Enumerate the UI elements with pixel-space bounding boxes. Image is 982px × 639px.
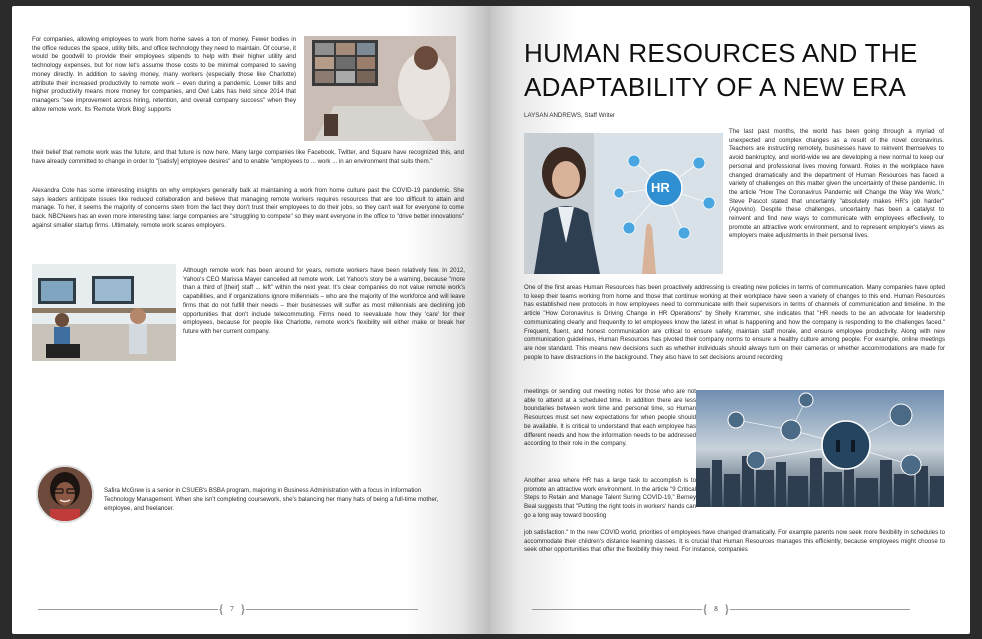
byline: LAYSAN ANDREWS, Staff Writer xyxy=(524,112,616,119)
article-paragraph: Another area where HR has a large task to accomplish is to promote an attractive work environment. In the article "9 Critical Steps to Retain and Manage Talent Suring COVID-19," Berney Beal suggests that "Putting the right tools in workers' hands can go a long way toward boosting xyxy=(524,477,696,519)
hr-label: HR xyxy=(651,180,670,195)
footer-rule xyxy=(532,609,702,610)
footer-bracket-open: { xyxy=(702,601,709,616)
author-bio: Safira McGrew is a senior in CSUEB's BSBA program, majoring in Business Administration with a focus in Information Technology Management. When she isn't completing coursework, she's balancing her many hats of being a full-time mother, employee, and freelancer. xyxy=(104,487,439,512)
page-footer xyxy=(532,602,932,616)
article-title: HUMAN RESOURCES AND THE ADAPTABILITY OF A NEW ERA xyxy=(524,38,918,102)
author-avatar xyxy=(36,465,94,523)
right-page xyxy=(490,6,970,634)
hr-network-photo xyxy=(524,133,723,274)
article-paragraph: Although remote work has been around for years, remote workers have been relatively few. In 2012, Yahoo's CEO Marissa Mayer cancelled all remote work. Let Yahoo's story be a warning, because "more than a third of [their] staff ... left" within the next year. It's clear companies do not value remote work's capabilities, and if organizations ignore millennials – who are the majority of the workforce and will leave firms that do not fulfill their needs – their businesses will suffer as most millennials are declining job opportunities that don't include telecommuting. Firms need to reevaluate how they 'care' for their employees, because for people like Charlotte, remote work's flexibility will either make or break her future with her current company. xyxy=(183,267,465,335)
footer-rule xyxy=(246,609,418,610)
article-paragraph: job satisfaction." In the new COVID world, priorities of employees have changed dramatically. For example parents now seek more flexibility in schedules to accommodate their children's distance learning classes. It is crucial that Human Resources manages this efficiently, because employees might choose to seek other opportunities that offer the flexibility they need. For instance, companies xyxy=(524,529,945,554)
page-number: 7 xyxy=(230,605,234,613)
magazine-spread xyxy=(12,6,970,634)
footer-rule xyxy=(730,609,910,610)
article-paragraph: their belief that remote work was the future, and that future is now here. Many large companies like Facebook, Twitter, and Square have recognized this, and have already committed to change in order to "[satisfy] employee desires" and to enable "employees to ... work ... in an environment that suits them." xyxy=(32,149,464,165)
left-page xyxy=(12,6,490,634)
video-call-photo xyxy=(304,36,456,141)
home-office-photo xyxy=(32,264,176,361)
page-number: 8 xyxy=(714,605,718,613)
page-footer xyxy=(38,602,428,616)
footer-bracket-close: } xyxy=(723,601,730,616)
article-paragraph: Alexandra Cote has some interesting insights on why employers generally balk at maintaining a work from home culture past the COVID-19 pandemic. She says leaders anticipate issues like reduced collaboration and believe that managing remote workers requires resources that are too difficult to attain and manage. To her, it seems the majority of concerns stem from the fact they don't trust their employees to do their jobs, so they can't wait for everyone to come back. NBCNews has an even more interesting take: large companies are "struggling to compete" so they want everyone in the office to "drive better innovations" against smaller startup firms. Ultimately, remote work scares employers. xyxy=(32,187,464,229)
connected-city-photo xyxy=(696,390,944,507)
article-paragraph: The last past months, the world has been going through a myriad of unexpected and complex changes as a result of the novel coronavirus. Teachers are instructing remotely, businesses have to reinvent themselves to avoid bankruptcy, and world-wide we are developing a new normal to keep our personal and professional lives moving forward. Roles in the workplace have changed dramatically and the department of Human Resources has faced a variety of challenges on this matter given the uncertainty of these pandemic. In the article "How The Coronavirus Pandemic will Change the Way We Work," Steve Pascot stated that uncertainty "absolutely makes HR's job harder" (Agovino). Despite these challenges, uncertainty has been a catalyst to reinvent and find new ways to communicate with employees effectively, to promote an attractive work environment, and to represent employer's views as employers make adjustments in their personal lives. xyxy=(729,128,944,240)
article-paragraph: One of the first areas Human Resources has been proactively addressing is creating new policies in terms of communication. Many companies have opted to keep their teams working from home and those that continue working at their workplace have seen a variety of changes to this end. Human Resources has established new protocols in how employees need to communicate with their supervisors in terms of channels of communication and timeline. In the article "How Coronavirus is Driving Change in HR Operations" by Shelly Krammer, she indicates that "HR needs to be an advocate for leadership communicating clearly and frequently to let employees know the latest in what is happening and how the company is responding to the challenges faced." Frequent, fluent, and honest communication are critical to ensure safety, maintain staff morale, and ensure employee productivity. Along with new communication guidelines, Human Resources has pivoted their company norms to ensure a healthy culture among people. For example, online meetings are now standard. This means new decisions such as whether individuals should always turn on their cameras or whether accommodations are made for people to have distractions in the background. They also have to set decisions around recording xyxy=(524,284,945,361)
article-paragraph: For companies, allowing employees to work from home saves a ton of money. Fewer bodies in the office reduces the space, utility bills, and office technology they need to maintain. Of course, it would be goodwill to provide their employees stipends to help with their higher utility and technology expenses, but for now let's assume those costs to be minimal compared to saving money directly. In addition to saving money, many workers (especially those like Charlotte) attribute their increased productivity to remote work – even during a pandemic. Lower bills and higher productivity means more money for companies, and Owl Labs has held since 2014 that managers "see improvement across hiring, retention, and overall company success" when they allow remote work. Its 'Remote Work Blog' supports xyxy=(32,36,296,113)
footer-bracket-close: } xyxy=(239,601,246,616)
footer-bracket-open: { xyxy=(218,601,225,616)
footer-rule xyxy=(38,609,218,610)
article-paragraph: meetings or sending out meeting notes for those who are not able to attend at a scheduled time. In addition there are less boundaries between work time and personal time, so Human Resources must set new expectations for when people should be available. It is critical to understand that each employee has different needs and how the information needs to be addressed according to their role in the company. xyxy=(524,388,696,448)
